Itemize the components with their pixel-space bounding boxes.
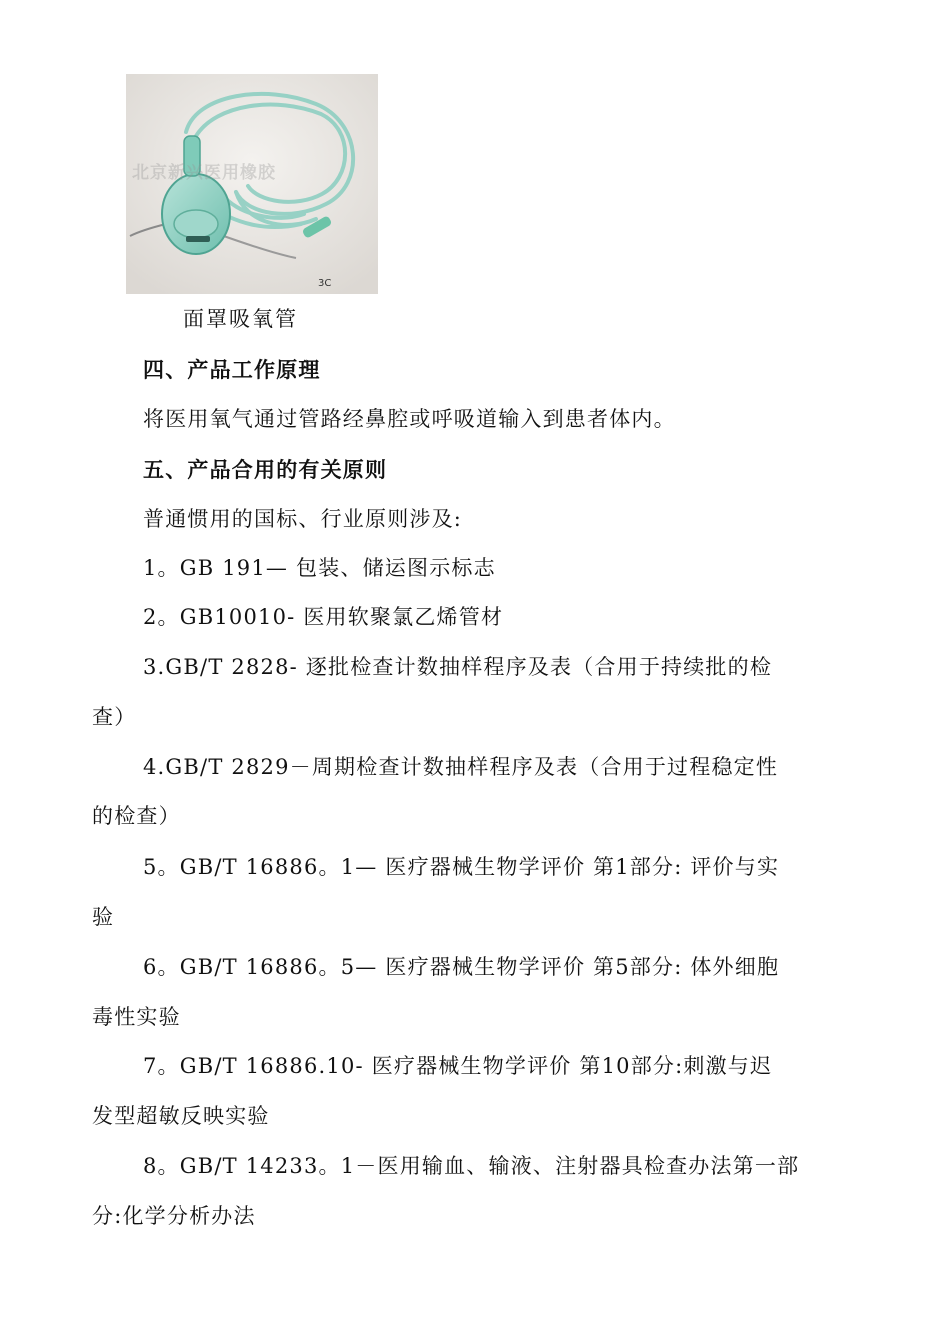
svg-text:3C: 3C [318, 278, 332, 289]
oxygen-mask-tube-photo [126, 74, 378, 294]
photo-watermark: 北京新兴医用橡胶 [132, 163, 276, 183]
standard-item-7: 7。GB/T 16886.10- 医疗器械生物学评价 第10部分:刺激与迟 [143, 1054, 773, 1078]
standard-item-2: 2。GB10010- 医用软聚氯乙烯管材 [143, 605, 504, 629]
standard-item-5-cont: 验 [92, 905, 115, 929]
standard-item-6-cont: 毒性实验 [92, 1005, 181, 1029]
figure-caption: 面罩吸氧管 [183, 307, 298, 331]
standard-item-8-cont: 分:化学分析办法 [92, 1204, 256, 1228]
standard-item-3: 3.GB/T 2828- 逐批检查计数抽样程序及表（合用于持续批的检 [143, 655, 773, 679]
section-4-heading: 四、产品工作原理 [143, 357, 321, 382]
standard-item-8: 8。GB/T 14233。1－医用输血、输液、注射器具检查办法第一部 [143, 1154, 800, 1178]
mask-tube-illustration [126, 74, 378, 294]
standard-item-6: 6。GB/T 16886。5— 医疗器械生物学评价 第5部分: 体外细胞 [143, 955, 780, 979]
standard-item-5: 5。GB/T 16886。1— 医疗器械生物学评价 第1部分: 评价与实 [143, 855, 780, 879]
section-4-body: 将医用氧气通过管路经鼻腔或呼吸道输入到患者体内。 [143, 407, 676, 431]
standard-item-4-cont: 的检查） [92, 804, 181, 828]
standard-item-3-cont: 查） [92, 705, 137, 729]
section-5-heading: 五、产品合用的有关原则 [143, 457, 388, 482]
section-5-intro: 普通惯用的国标、行业原则涉及: [143, 507, 463, 531]
standard-item-4: 4.GB/T 2829－周期检查计数抽样程序及表（合用于过程稳定性 [143, 755, 779, 779]
standard-item-1: 1。GB 191— 包装、储运图示标志 [143, 556, 496, 580]
standard-item-7-cont: 发型超敏反映实验 [92, 1104, 270, 1128]
